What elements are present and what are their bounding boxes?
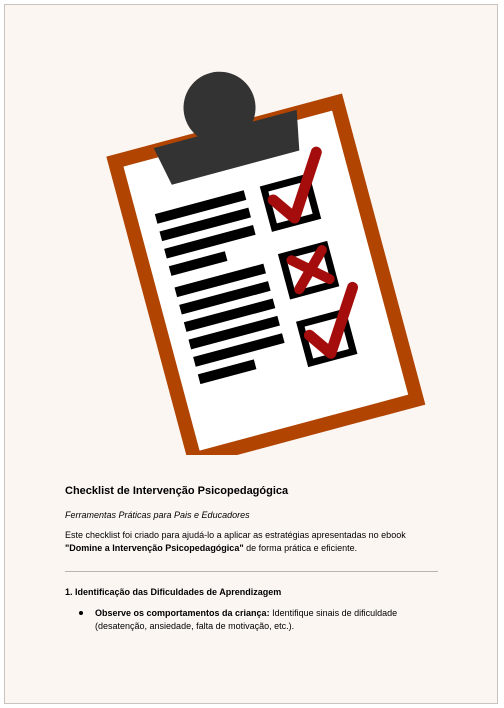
document-subtitle: Ferramentas Práticas para Pais e Educadores [65,510,250,520]
intro-text: Este checklist foi criado para ajudá-lo a aplicar as estratégias apresentadas no ebook [65,530,406,540]
document-title: Checklist de Intervenção Psicopedagógica [65,485,289,497]
document-page [4,4,498,704]
section-divider [65,571,438,572]
clipboard-checklist-icon [93,60,433,455]
intro-paragraph [65,529,445,555]
intro-text-end: de forma prática e eficiente. [243,543,358,553]
list-item [65,607,445,633]
ebook-title: "Domine a Intervenção Psicopedagógica" [65,543,244,553]
section-heading: 1. Identificação das Dificuldades de Aprendizagem [65,587,282,597]
list-item-text: Identifique sinais de dificuldade (desatenção, ansiedade, falta de motivação, etc.). [95,608,398,631]
bullet-icon [79,611,83,615]
section-item-list [65,607,445,633]
list-item-bold: Observe os comportamentos da criança: [95,608,270,618]
